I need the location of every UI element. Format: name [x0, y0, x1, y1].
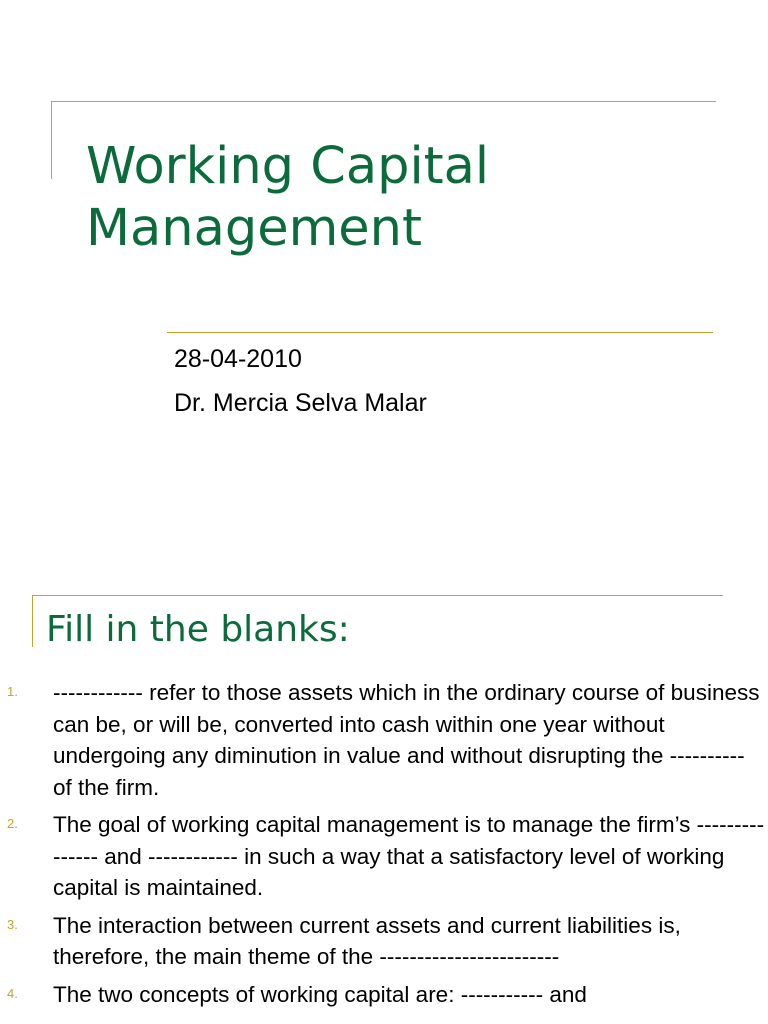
list-item	[0, 677, 768, 803]
list-number: 3.	[7, 916, 18, 932]
slide-heading: Fill in the blanks:	[46, 609, 350, 650]
presentation-date: 28-04-2010	[174, 345, 302, 373]
list-number: 4.	[7, 985, 18, 1001]
title-line-2: Management	[86, 199, 422, 258]
list-text: The goal of working capital management is to manage the firm’s --------------- and ------------ in such a way that a satisfactory level of working capital is maintained.	[53, 812, 765, 900]
heading-left-rule	[32, 595, 33, 647]
list-item	[0, 979, 768, 1011]
subtitle-block	[174, 337, 427, 425]
subtitle-rule	[167, 332, 713, 333]
list-number: 1.	[7, 684, 18, 699]
list-number: 2.	[7, 816, 18, 831]
title-line-1: Working Capital	[86, 137, 490, 196]
list-item	[0, 809, 768, 904]
list-text: The two concepts of working capital are: ----------- and	[53, 981, 587, 1007]
slide-title	[86, 136, 489, 260]
presenter-name: Dr. Mercia Selva Malar	[174, 389, 427, 417]
title-top-rule	[51, 101, 716, 102]
list-item	[0, 910, 768, 973]
question-list	[0, 677, 768, 1016]
heading-top-rule	[32, 595, 723, 596]
list-text: ------------ refer to those assets which in the ordinary course of business can be, or will be, converted into cash within one year without undergoing any diminution in value and without disrupting the ---------- of the firm.	[53, 680, 760, 800]
list-text: The interaction between current assets and current liabilities is, therefore, the main theme of the ------------------------	[53, 912, 681, 969]
quiz-slide	[0, 575, 768, 1024]
title-left-rule	[51, 101, 52, 179]
